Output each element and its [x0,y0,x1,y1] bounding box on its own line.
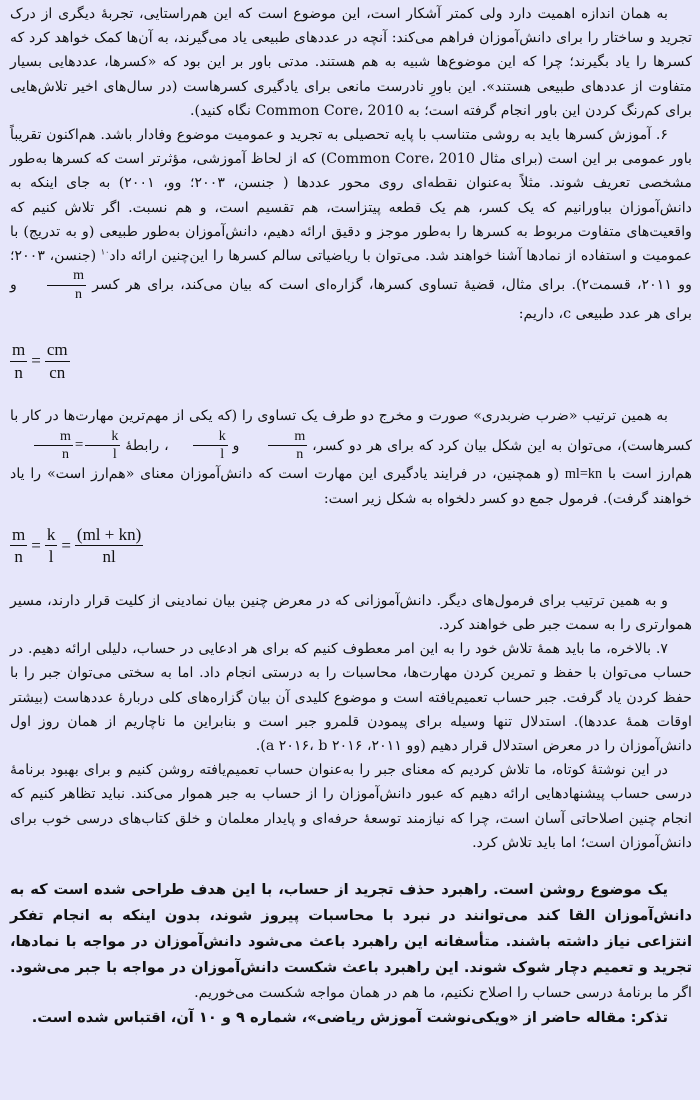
equation-fraction-equivalence: $\frac{m}{n}$ = $\frac{cm}{cn}$ [12,340,68,382]
footnote-marker: ۱۰ [100,247,110,257]
paragraph-7: ۷. بالاخره، ما باید همهٔ تلاش خود را به این امر معطوف کنیم که برای هر ادعایی در حساب، دلیلی ارائه دهیم. در حساب می‌توان با حفظ و تمرین کردن مهارت‌ها، محاسبات را به درستی انجام داد. اما به سختی می‌توان جبر را با حفظ کردن یاد گرفت. جبر حساب تعمیم‌یافته است و موضوع کلیدی آن بیان گزاره‌های کلی دربارهٔ عددهاست (بیشتر اوقات همهٔ عددها). استدلال تنها وسیله برای پیمودن قلمرو جبر است و بنابراین ما ناچاریم از همان روز اول دانش‌آموزان را در معرض استدلال قرار دهیم (وو ۲۰۱۱، a ۲۰۱۶، b ۲۰۱۶). [10,641,692,755]
equation-m-n-equals-k-l: $\frac{m}{n}$ = $\frac{k}{l}$ [10,429,120,463]
paragraph-other-formulas: و به همین ترتیب برای فرمول‌های دیگر. دانش‌آموزانی که در معرض چنین بیان نمادینی از کلیت قرار دارند، مسیر هموارتری را به سمت جبر طی خواهند کرد. [10,592,692,633]
equation-fraction-sum: $\frac{m}{n}$ = $\frac{k}{l}$ = $\frac{(ml + kn)}{nl}$ [12,524,142,567]
source-note: تذکر: مقاله حاضر از «ویکی‌نوشت آموزش ریاضی»، شماره ۹ و ۱۰ آن، اقتباس شده است. [31,1009,668,1027]
fraction-m-over-n: $\frac{m}{n}$ [23,268,86,302]
paragraph-conclusion: در این نوشتهٔ کوتاه، ما تلاش کردیم که معنای جبر را به‌عنوان حساب تعمیم‌یافته روشن کنیم و برای بهبود برنامهٔ درسی حساب پیشنهادهایی ارائه دهیم که عبور دانش‌آموزان را از حساب به جبر هموار می‌کند. نباید تظاهر کنیم که انجام چنین اصلاحاتی آسان است، چرا که نیازمند توسعهٔ حرفه‌ای و پایدار معلمان و خلق کتاب‌های درسی خوب برای دانش‌آموزان است؛ اما باید تلاش کرد. [10,762,692,851]
paragraph-cross-multiplication: به همین ترتیب «ضرب ضربدری» صورت و مخرج دو طرف یک تساوی را (که یکی از مهم‌ترین مهارت‌ها در کار با کسرهاست)، می‌توان به این شکل بیان کرد که برای هر دو کسر، $\frac{m}{n}$ و $\frac{k}{l}$ ، رابطهٔ $\frac{m}{n}$ = $\frac{k}{l}$ هم‌ارز است با ml=kn (و همچنین، در فرایند یادگیری این مهارت است که دانش‌آموزان معنای «هم‌ارز است» را یاد خواهند گرفت). فرمول جمع دو کسر دلخواه به شکل زیر است: [10,408,692,507]
paragraph-bold-summary: یک موضوع روشن است. راهبرد حذف تجرید از حساب، با این هدف طراحی شده است که به دانش‌آموزان القا کند می‌توانند در نبرد با محاسبات پیروز شوند، بدون اینکه به انجام تفکر انتزاعی نیاز داشته باشند. متأسفانه این راهبرد باعث می‌شود دانش‌آموزان در مواجه با نمادها، تجرید و تعمیم دچار شوک شوند. این راهبرد باعث شکست دانش‌آموزان در مواجه با جبر می‌شود. اگر ما برنامهٔ درسی حساب را اصلاح نکنیم، ما هم در همان مواجه شکست می‌خوریم. [10,881,692,1002]
paragraph-6: ۶. آموزش کسرها باید به روشی متناسب با پایه تحصیلی به تجرید و عمومیت موضوع وفادار باشد. هم‌اکنون تقریباً باور عمومی بر این است (برای مثال Common Core، 2010) که از لحاظ آموزشی، مؤثرتر است که کسرها به‌طور مشخصی تعریف شوند. مثلاً به‌عنوان نقطه‌ای روی محور عددها ( جنسن، ۲۰۰۳؛ وو، ۲۰۰۱) به جای اینکه به دانش‌آموزان بباورانیم که یک کسر، هم یک قطعه پیتزاست، هم تقسیم است، و هم نسبت. اگر تلاش کنیم که واقعیت‌های متفاوت مربوط به کسرها را به‌طور موجز و دقیق ارائه دهیم، دانش‌آموزان به‌طور طبیعی (و به تدریج) با عمومیت و استفاده از نمادها آشنا خواهند شد. می‌توان با ریاضیاتی سالم کسرها را این‌چنین ارائه داد$^{۱۰}$ (جنسن، ۲۰۰۳؛ وو ۲۰۱۱، قسمت۲). برای مثال، قضیهٔ تساوی کسرها، گزاره‌ای است که بیان می‌کند، برای هر کسر $\frac{m}{n}$ و برای هر عدد طبیعی c، داریم: [10,127,693,323]
paragraph-intro: به همان اندازه اهمیت دارد ولی کمتر آشکار است، این موضوع است که این هم‌راستایی، تجربهٔ دیگری از درک تجرید و ساختار را برای دانش‌آموزان فراهم می‌کند: آنچه در عددهای طبیعی یاد می‌گیرند، به آن‌ها کمک خواهد کرد که کسرها را یاد بگیرند؛ چرا که این موضوع‌ها شبیه به هم هستند. مدتی باور بر این بود که «کسرها، عددهایی بسیار متفاوت از عددهای طبیعی هستند». این باورِ نادرست مانعی برای یادگیری کسرهاست (در سال‌های اخیر تلاش‌هایی برای کم‌رنگ کردن این باور انجام گرفته است؛ به Common Core، 2010 نگاه کنید). [10,6,692,119]
